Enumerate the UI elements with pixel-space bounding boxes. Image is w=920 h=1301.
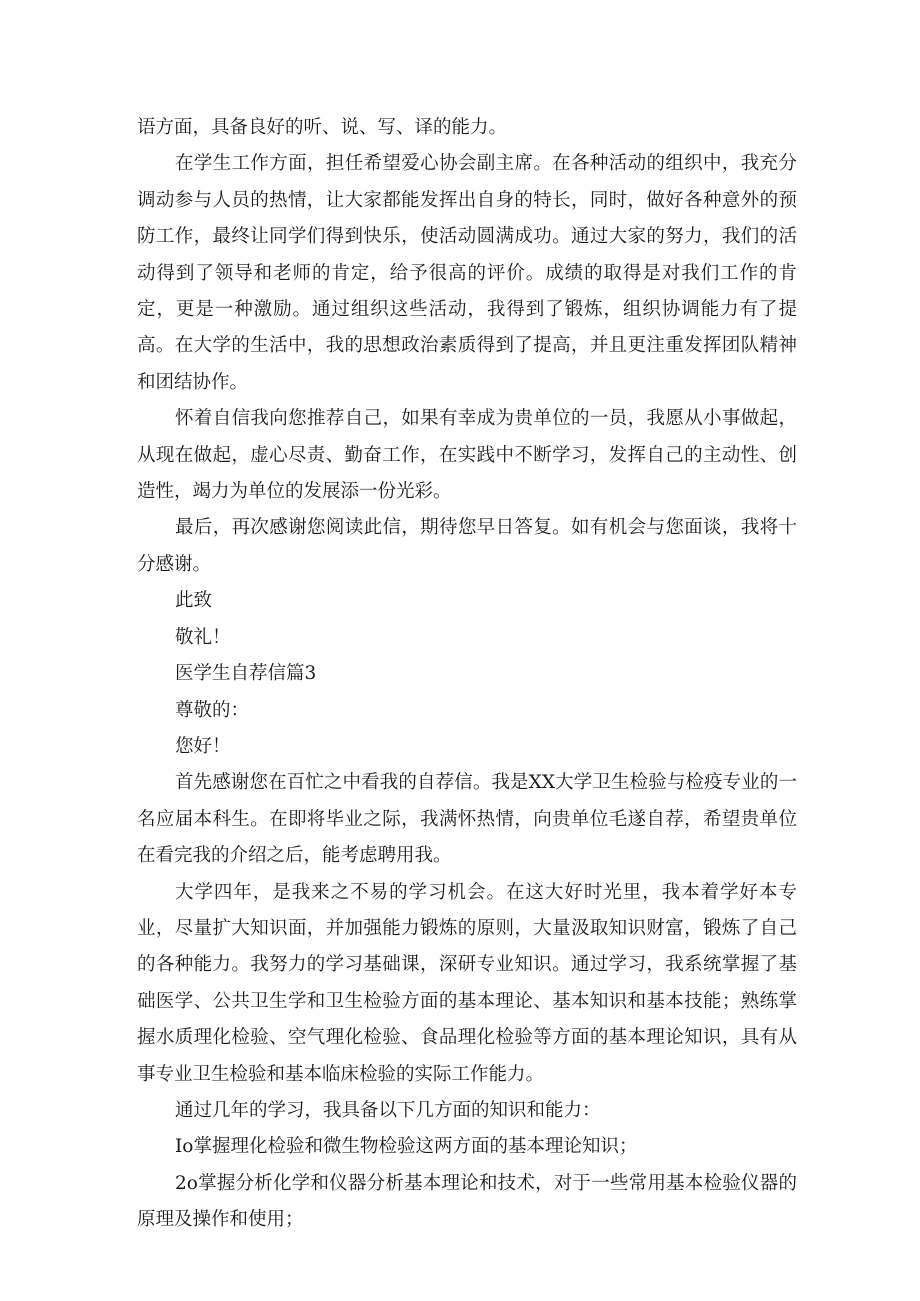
- paragraph-student-work: 在学生工作方面，担任希望爱心协会副主席。在各种活动的组织中，我充分调动参与人员的热情，让大家都能发挥出自身的特长，同时，做好各种意外的预防工作，最终让同学们得到快乐，使活动圆满成功。通过大家的努力，我们的活动得到了领导和老师的肯定，给予很高的评价。成绩的取得是对我们工作的肯定，更是一种激励。通过组织这些活动，我得到了锻炼，组织协调能力有了提高。在大学的生活中，我的思想政治素质得到了提高，并且更注重发挥团队精神和团结协作。: [137, 153, 797, 393]
- section-title: 医学生自荐信篇3: [175, 663, 317, 685]
- paragraph-university-study: 大学四年，是我来之不易的学习机会。在这大好时光里，我本着学好本专业，尽量扩大知识面，并加强能力锻炼的原则，大量汲取知识财富，锻炼了自己的各种能力。我努力的学习基础课，深研专业知识。通过学习，我系统掌握了基础医学、公共卫生学和卫生检验方面的基本理论、基本知识和基本技能；熟练掌握水质理化检验、空气理化检验、食品理化检验等方面的基本理论知识，具有从事专业卫生检验和基本临床检验的实际工作能力。: [137, 881, 797, 1085]
- closing-regards: 敬礼！: [175, 626, 231, 648]
- paragraph-thanks: 最后，再次感谢您阅读此信，期待您早日答复。如有机会与您面谈，我将十分感谢。: [137, 517, 797, 575]
- list-item-2: 2o掌握分析化学和仪器分析基本理论和技术，对于一些常用基本检验仪器的原理及操作和使用；: [137, 1172, 797, 1231]
- closing-salutation: 此致: [175, 590, 213, 612]
- list-item-1: Io掌握理化检验和微生物检验这两方面的基本理论知识；: [175, 1136, 638, 1158]
- paragraph-language-ability: 语方面，具备良好的听、说、写、译的能力。: [137, 117, 508, 138]
- paragraph-introduction: 首先感谢您在百忙之中看我的自荐信。我是XX大学卫生检验与检疫专业的一名应届本科生。在即将毕业之际，我满怀热情，向贵单位毛遂自荐，希望贵单位在看完我的介绍之后，能考虑聘用我。: [137, 772, 797, 867]
- letter-body: [137, 110, 797, 1239]
- greeting-hello: 您好！: [175, 735, 231, 757]
- paragraph-self-recommend: 怀着自信我向您推荐自己，如果有幸成为贵单位的一员，我愿从小事做起，从现在做起，虚心尽责、勤奋工作，在实践中不断学习，发挥自己的主动性、创造性，竭力为单位的发展添一份光彩。: [137, 408, 797, 503]
- paragraph-abilities-intro: 通过几年的学习，我具备以下几方面的知识和能力：: [175, 1099, 601, 1121]
- greeting-recipient: 尊敬的：: [175, 699, 250, 721]
